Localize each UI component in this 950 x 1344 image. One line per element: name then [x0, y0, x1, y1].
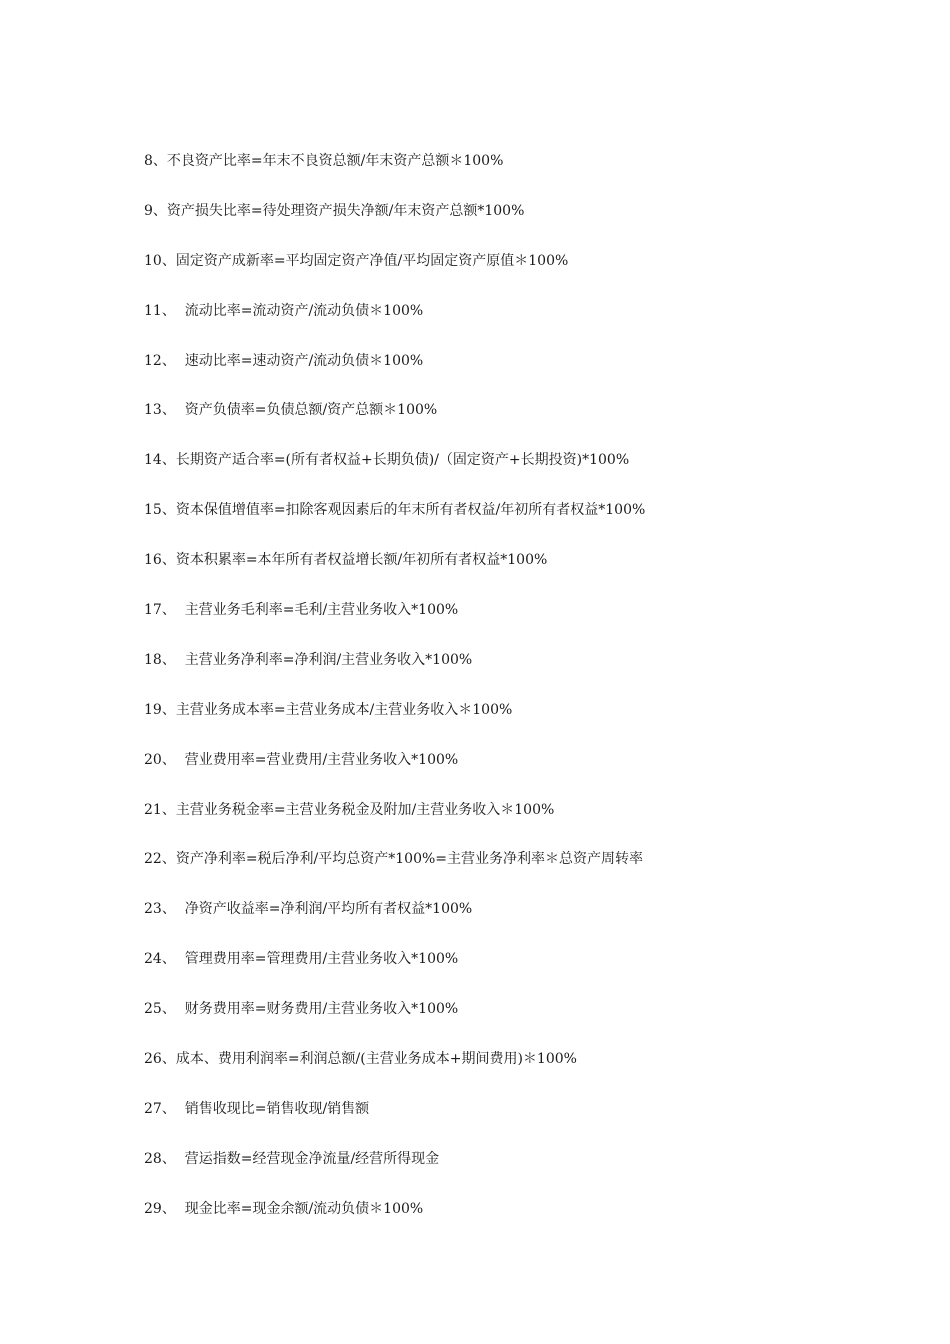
formula-line-26: 26、成本、费用利润率=利润总额/(主营业务成本+期间费用)＊100%	[144, 1051, 577, 1068]
formula-line-13: 13、 资产负债率=负债总额/资产总额＊100%	[144, 402, 438, 419]
formula-line-24: 24、 管理费用率=管理费用/主营业务收入*100%	[144, 951, 459, 968]
formula-list	[144, 150, 924, 1248]
formula-line-28: 28、 营运指数=经营现金净流量/经营所得现金	[144, 1150, 440, 1167]
formula-line-18: 18、 主营业务净利率=净利润/主营业务收入*100%	[144, 651, 473, 668]
formula-line-12: 12、 速动比率=速动资产/流动负债＊100%	[144, 352, 424, 369]
formula-line-20: 20、 营业费用率=营业费用/主营业务收入*100%	[144, 751, 459, 768]
formula-line-14: 14、长期资产适合率=(所有者权益+长期负债)/（固定资产+长期投资)*100%	[144, 452, 630, 469]
formula-line-10: 10、固定资产成新率=平均固定资产净值/平均固定资产原值＊100%	[144, 252, 569, 269]
formula-line-8: 8、不良资产比率=年末不良资总额/年末资产总额＊100%	[144, 153, 504, 169]
formula-line-9: 9、资产损失比率=待处理资产损失净额/年末资产总额*100%	[144, 202, 525, 219]
formula-line-19: 19、主营业务成本率=主营业务成本/主营业务收入＊100%	[144, 701, 513, 718]
formula-line-11: 11、 流动比率=流动资产/流动负债＊100%	[144, 302, 424, 319]
formula-line-22: 22、资产净利率=税后净利/平均总资产*100%=主营业务净利率＊总资产周转率	[144, 851, 644, 868]
formula-line-15: 15、资本保值增值率=扣除客观因素后的年末所有者权益/年初所有者权益*100%	[144, 502, 646, 519]
formula-line-16: 16、资本积累率=本年所有者权益增长额/年初所有者权益*100%	[144, 552, 548, 569]
formula-line-17: 17、 主营业务毛利率=毛利/主营业务收入*100%	[144, 602, 459, 619]
formula-line-29: 29、 现金比率=现金余额/流动负债＊100%	[144, 1200, 424, 1217]
formula-line-25: 25、 财务费用率=财务费用/主营业务收入*100%	[144, 1001, 459, 1018]
formula-line-21: 21、主营业务税金率=主营业务税金及附加/主营业务收入＊100%	[144, 801, 555, 818]
formula-line-27: 27、 销售收现比=销售收现/销售额	[144, 1100, 370, 1117]
formula-line-23: 23、 净资产收益率=净利润/平均所有者权益*100%	[144, 901, 473, 918]
